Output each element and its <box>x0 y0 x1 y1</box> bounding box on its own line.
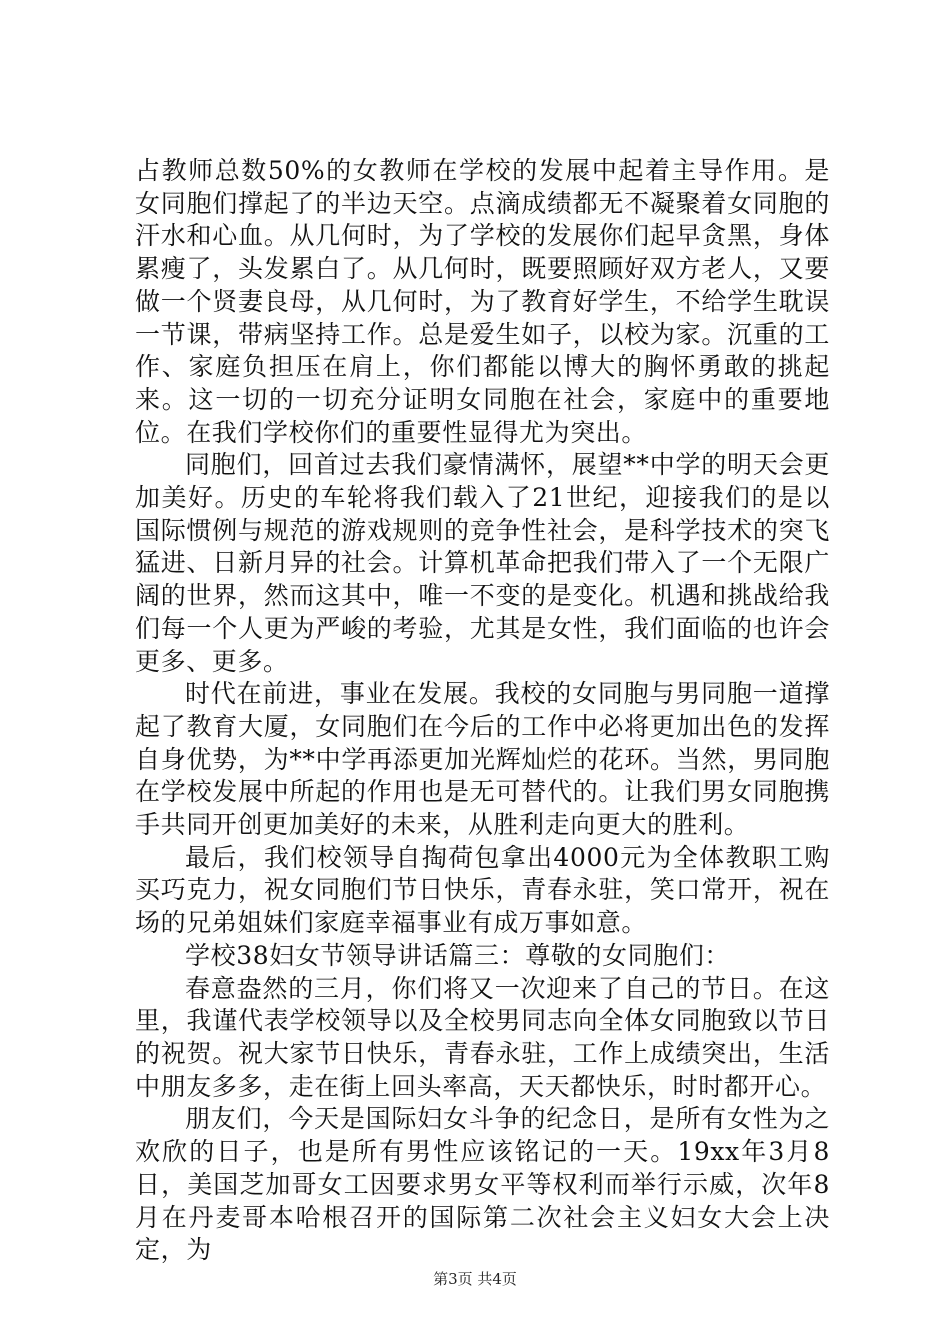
document-body <box>135 155 830 1267</box>
paragraph-3: 时代在前进，事业在发展。我校的女同胞与男同胞一道撑起了教育大厦，女同胞们在今后的工作中必将更加出色的发挥自身优势，为**中学再添更加光辉灿烂的花环。当然，男同胞在学校发展中所起的作用也是无可替代的。让我们男女同胞携手共同开创更加美好的未来，从胜利走向更大的胜利。 <box>135 679 830 840</box>
paragraph-2: 同胞们，回首过去我们豪情满怀，展望**中学的明天会更加美好。历史的车轮将我们载入了21世纪，迎接我们的是以国际惯例与规范的游戏规则的竞争性社会，是科学技术的突飞猛进、日新月异的社会。计算机革命把我们带入了一个无限广阔的世界，然而这其中，唯一不变的是变化。机遇和挑战给我们每一个人更为严峻的考验，尤其是女性，我们面临的也许会更多、更多。 <box>135 450 830 676</box>
paragraph-5: 春意盎然的三月，你们将又一次迎来了自己的节日。在这里，我谨代表学校领导以及全校男同志向全体女同胞致以节日的祝贺。祝大家节日快乐，青春永驻，工作上成绩突出，生活中朋友多多，走在街上回头率高，天天都快乐，时时都开心。 <box>135 973 830 1101</box>
section-heading: 学校38妇女节领导讲话篇三：尊敬的女同胞们： <box>185 940 731 970</box>
page-footer: 第3页 共4页 <box>433 1270 517 1288</box>
paragraph-4: 最后，我们校领导自掏荷包拿出4000元为全体教职工购买巧克力，祝女同胞们节日快乐，青春永驻，笑口常开，祝在场的兄弟姐妹们家庭幸福事业有成万事如意。 <box>135 842 830 938</box>
paragraph-6: 朋友们，今天是国际妇女斗争的纪念日，是所有女性为之欢欣的日子，也是所有男性应该铭记的一天。19xx年3月8日，美国芝加哥女工因要求男女平等权利而举行示威，次年8月在丹麦哥本哈根召开的国际第二次社会主义妇女大会上决定，为 <box>135 1104 830 1265</box>
paragraph-1: 占教师总数50%的女教师在学校的发展中起着主导作用。是女同胞们撑起了的半边天空。点滴成绩都无不凝聚着女同胞的汗水和心血。从几何时，为了学校的发展你们起早贪黑，身体累瘦了，头发累白了。从几何时，既要照顾好双方老人，又要做一个贤妻良母，从几何时，为了教育好学生，不给学生耽误一节课，带病坚持工作。总是爱生如子，以校为家。沉重的工作、家庭负担压在肩上，你们都能以博大的胸怀勇敢的挑起来。这一切的一切充分证明女同胞在社会，家庭中的重要地位。在我们学校你们的重要性显得尤为突出。 <box>135 156 830 447</box>
